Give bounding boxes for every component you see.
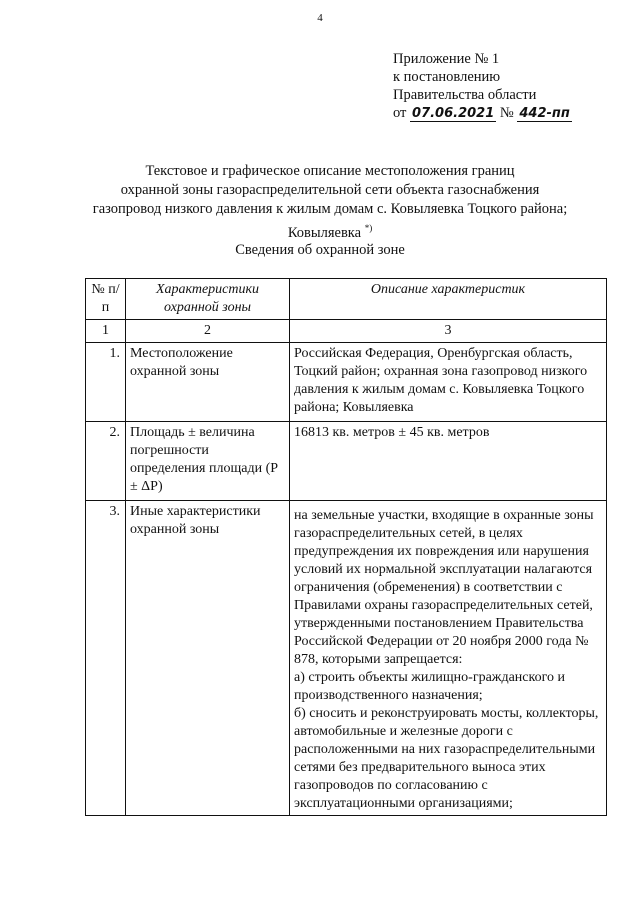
table-row <box>86 501 607 816</box>
row-description-block <box>290 501 607 816</box>
title-line-3: газопровод низкого давления к жилым домам с. Ковыляевка Тоцкого района; <box>92 201 568 217</box>
row-characteristic: Местоположение охранной зоны <box>126 343 290 422</box>
index-cell-2: 2 <box>126 320 290 343</box>
title-line-1: Текстовое и графическое описание местоположения границ <box>145 163 515 179</box>
page-number: 4 <box>317 12 323 24</box>
row-number: 3. <box>86 501 126 816</box>
annex-title: Приложение № 1 <box>393 51 500 67</box>
restriction-item-b: б) сносить и реконструировать мосты, коллекторы, автомобильные и железные дороги с расположенными на них газораспределительными сетями без предварительного выноса этих газопроводов по согласованию с эксплуатационными организациями; <box>294 706 599 811</box>
table-row <box>86 422 607 501</box>
annex-handwritten-number: 442-пп <box>519 106 570 121</box>
table-header-row <box>86 279 607 320</box>
annex-block <box>393 50 572 123</box>
title-line-2: охранной зоны газораспределительной сети объекта газоснабжения <box>120 182 540 198</box>
annex-line-government: Правительства области <box>393 87 537 103</box>
annex-handwritten-date: 07.06.2021 <box>412 106 495 121</box>
document-title <box>60 162 600 243</box>
section-subtitle: Сведения об охранной зоне <box>235 242 405 258</box>
annex-date-prefix: от <box>393 105 407 121</box>
title-line-4 <box>60 219 600 243</box>
table-index-row <box>86 320 607 343</box>
header-characteristic: Характеристики охранной зоны <box>126 279 290 320</box>
table-row <box>86 343 607 422</box>
title-line-4-text: Ковыляевка <box>287 224 362 241</box>
index-cell-3: 3 <box>290 320 607 343</box>
header-num: № п/п <box>86 279 126 320</box>
row-characteristic: Площадь ± величина погрешности определения площади (P ± ΔP) <box>126 422 290 501</box>
annex-number-prefix: № <box>499 105 514 121</box>
row-description: Российская Федерация, Оренбургская область, Тоцкий район; охранная зона газопровод низкого давления к жилым домам с. Ковыляевка Тоцкого района; Ковыляевка <box>290 343 607 422</box>
row-characteristic: Иные характеристики охранной зоны <box>126 501 290 816</box>
row-number: 2. <box>86 422 126 501</box>
row-description: 16813 кв. метров ± 45 кв. метров <box>290 422 607 501</box>
annex-date-line <box>393 104 572 123</box>
restriction-item-a: а) строить объекты жилищно-гражданского и производственного назначения; <box>294 670 565 703</box>
zone-info-table <box>85 278 607 816</box>
row-description: на земельные участки, входящие в охранные зоны газораспределительных сетей, в целях предупреждения их повреждения или нарушения условий их нормальной эксплуатации налагаются ограничения (обременения) в соответствии с Правилами охраны газораспределительных сетей, утвержденными постановлением Правительства Российской Федерации от 20 ноября 2000 года № 878, которыми запрещается: <box>294 508 594 667</box>
index-cell-1: 1 <box>86 320 126 343</box>
footnote-mark: *) <box>364 223 373 233</box>
header-description: Описание характеристик <box>290 279 607 320</box>
annex-line-resolution: к постановлению <box>393 69 501 85</box>
row-number: 1. <box>86 343 126 422</box>
